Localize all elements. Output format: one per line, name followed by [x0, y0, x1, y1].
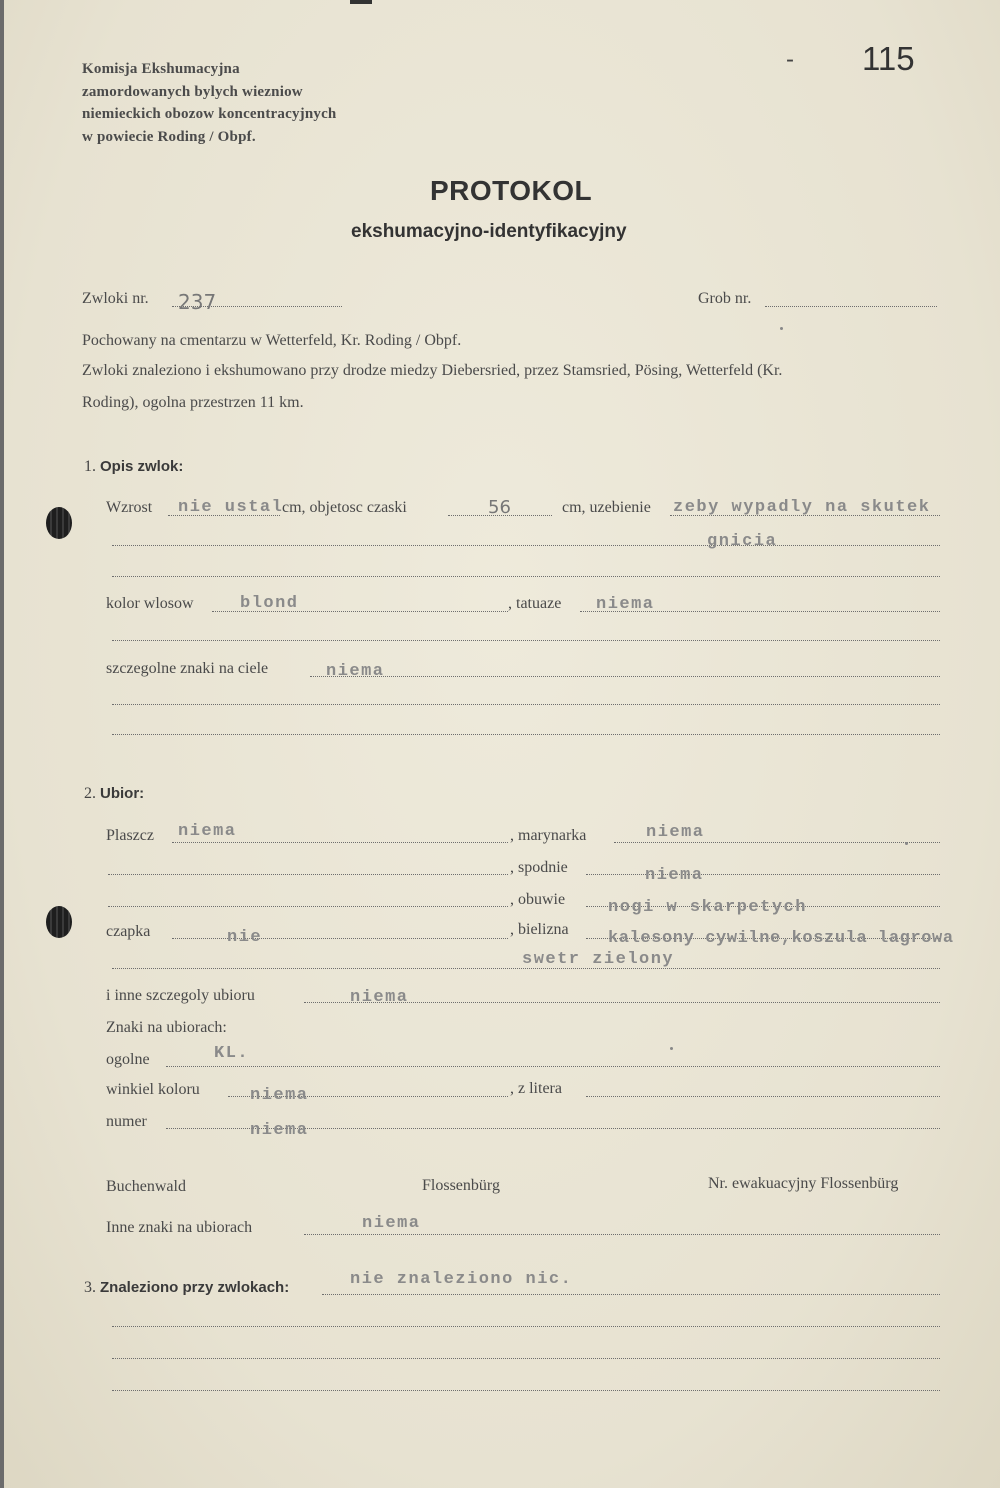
section-title: Opis zwlok:: [100, 458, 184, 475]
bielizna-value-1: kalesony cywilne,koszula lagrowa: [608, 929, 954, 948]
blank-line: [112, 1358, 940, 1359]
znaki-label: szczegolne znaki na ciele: [106, 660, 269, 677]
czaszka-value: 56: [488, 497, 511, 518]
blank-line: [112, 545, 940, 546]
section-number: 3.: [84, 1279, 96, 1296]
znaleziono-value: nie znaleziono nic.: [350, 1270, 573, 1289]
flossenburg-label: Flossenbürg: [422, 1177, 500, 1194]
blank-line: [112, 1326, 940, 1327]
blank-line: [112, 734, 940, 735]
blank-line: [108, 874, 508, 875]
speck: [905, 842, 908, 845]
ogolne-value: KL.: [214, 1044, 250, 1063]
speck: [780, 327, 783, 330]
wlosy-value: blond: [240, 594, 299, 613]
inne-znaki-line: [304, 1234, 940, 1235]
objetosc-label: cm, objetosc czaski: [282, 499, 407, 516]
obuwie-label: , obuwie: [510, 891, 566, 908]
wlosy-label: kolor wlosow: [106, 595, 194, 612]
tatuaze-label: , tatuaze: [508, 595, 562, 612]
znaki-line: [310, 676, 940, 677]
scan-mark: [350, 0, 372, 4]
czapka-label: czapka: [106, 923, 151, 940]
plaszcz-label: Plaszcz: [106, 827, 154, 844]
section-1-heading: [84, 458, 183, 476]
grob-line: [765, 306, 937, 307]
znaleziono-line: [322, 1294, 940, 1295]
blank-line: [112, 640, 940, 641]
plaszcz-line: [172, 842, 508, 843]
page-number: 115: [862, 40, 915, 77]
section-title: Znaleziono przy zwlokach:: [100, 1279, 290, 1296]
page-dash: -: [786, 46, 794, 73]
inne-szczegoly-label: i inne szczegoly ubioru: [106, 987, 255, 1004]
document-subtitle: ekshumacyjno-identyfikacyjny: [351, 221, 627, 242]
grob-label: Grob nr.: [698, 290, 752, 307]
czapka-value: nie: [227, 928, 263, 947]
numer-value: niema: [250, 1121, 309, 1140]
uzebienie-value-2: gnicia: [707, 532, 778, 551]
speck: [670, 1047, 673, 1050]
org-line: w powiecie Roding / Obpf.: [82, 128, 256, 145]
punch-hole: [46, 906, 72, 938]
buchenwald-label: Buchenwald: [106, 1178, 186, 1195]
inne-znaki-value: niema: [362, 1214, 421, 1233]
litera-line: [586, 1096, 940, 1097]
punch-hole: [46, 507, 72, 539]
spodnie-line: [586, 874, 940, 875]
czapka-line: [172, 938, 508, 939]
ogolne-line: [166, 1066, 940, 1067]
ewakuacyjny-label: Nr. ewakuacyjny Flossenbürg: [708, 1175, 899, 1192]
plaszcz-value: niema: [178, 822, 237, 841]
blank-line: [108, 906, 508, 907]
uzebienie-value-1: zeby wypadly na skutek: [673, 498, 931, 517]
org-line: zamordowanych bylych wiezniow: [82, 83, 303, 100]
marynarka-value: niema: [646, 823, 705, 842]
uzebienie-label: cm, uzebienie: [562, 499, 651, 516]
section-number: 1.: [84, 458, 96, 475]
spodnie-label: , spodnie: [510, 859, 568, 876]
marynarka-line: [614, 842, 940, 843]
blank-line: [112, 704, 940, 705]
organization-header: [82, 58, 336, 148]
blank-line: [112, 576, 940, 577]
numer-label: numer: [106, 1113, 147, 1130]
ogolne-label: ogolne: [106, 1051, 150, 1068]
document-title: PROTOKOL: [430, 175, 593, 206]
znaleziono-text-2: Roding), ogolna przestrzen 11 km.: [82, 394, 304, 411]
marynarka-label: , marynarka: [510, 827, 587, 844]
winkiel-value: niema: [250, 1086, 309, 1105]
pochowany-text: Pochowany na cmentarzu w Wetterfeld, Kr. Roding / Obpf.: [82, 332, 462, 349]
org-line: niemieckich obozow koncentracyjnych: [82, 106, 337, 122]
section-number: 2.: [84, 785, 96, 802]
bielizna-label: , bielizna: [510, 921, 569, 938]
inne-znaki-label: Inne znaki na ubiorach: [106, 1219, 253, 1236]
bielizna-value-2: swetr zielony: [522, 950, 675, 969]
section-3-heading: [84, 1279, 289, 1297]
znaki-ubior-label: Znaki na ubiorach:: [106, 1019, 227, 1036]
inne-szczegoly-value: niema: [350, 988, 409, 1007]
section-title: Ubior:: [100, 785, 145, 802]
spodnie-value: niema: [645, 866, 704, 885]
zwloki-label: Zwloki nr.: [82, 290, 149, 307]
litera-label: , z litera: [510, 1080, 562, 1097]
winkiel-label: winkiel koloru: [106, 1081, 200, 1098]
section-2-heading: [84, 785, 144, 803]
obuwie-value: nogi w skarpetych: [608, 898, 807, 917]
znaki-value: niema: [326, 662, 385, 681]
wzrost-label: Wzrost: [106, 499, 153, 516]
znaleziono-text-1: Zwloki znaleziono i ekshumowano przy drodze miedzy Diebersried, przez Stamsried, Pösing, Wetterfeld (Kr.: [82, 362, 783, 379]
scan-edge: [0, 0, 4, 1488]
wzrost-value: nie ustal: [178, 498, 284, 517]
zwloki-value: 237: [178, 290, 217, 314]
tatuaze-value: niema: [596, 595, 655, 614]
blank-line: [112, 1390, 940, 1391]
org-line: Komisja Ekshumacyjna: [82, 61, 240, 77]
